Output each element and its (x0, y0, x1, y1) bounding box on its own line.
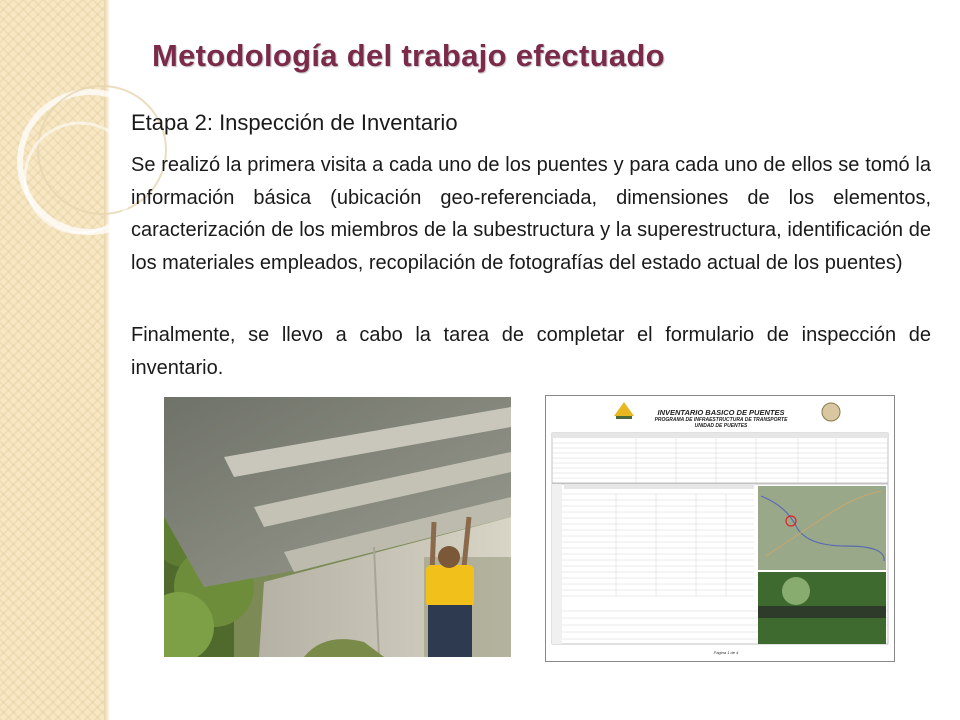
form-subtitle: PROGRAMA DE INFRAESTRUCTURA DE TRANSPORTE UNIDAD DE PUENTES (654, 417, 788, 429)
form-title: INVENTARIO BASICO DE PUENTES (657, 408, 785, 417)
body-paragraph-visit: Se realizó la primera visita a cada uno de los puentes y para cada uno de ellos se tomó la información básica (ubicación geo-referenciada, dimensiones de los elementos, caracterización de los miembros de la subestructura y la superestructura, identificación de los materiales empleados, recopilación de fotografías del estado actual de los puentes) (131, 154, 931, 274)
slide-title: Metodología del trabajo efectuado (152, 38, 665, 73)
body-paragraph-form: Finalmente, se llevo a cabo la tarea de completar el formulario de inspección de inventario. (131, 324, 931, 379)
bridge-inspection-photo (164, 397, 511, 657)
slide-subtitle: Etapa 2: Inspección de Inventario (131, 110, 458, 135)
inventory-form-image (545, 395, 895, 662)
form-page-number: Página 1 de 4 (713, 650, 739, 655)
